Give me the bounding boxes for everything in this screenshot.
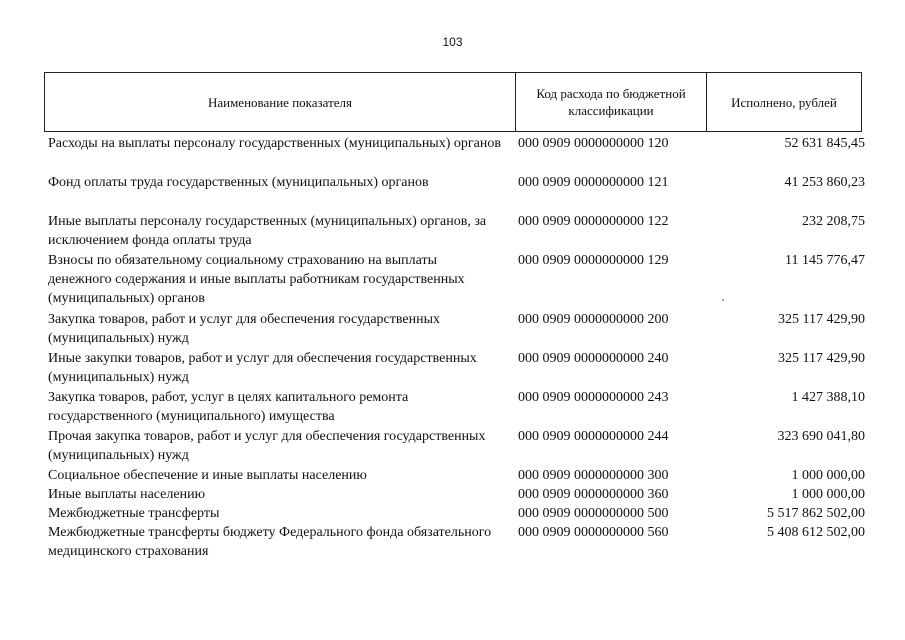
row-name: Закупка товаров, работ и услуг для обеспечения государственных (муниципальных) нужд — [48, 312, 441, 346]
row-amount: 325 117 429,90 — [778, 351, 865, 366]
table-row — [48, 466, 868, 485]
row-amount: 52 631 845,45 — [784, 136, 865, 151]
table-row — [48, 504, 868, 523]
row-amount: 5 408 612 502,00 — [767, 525, 865, 540]
row-amount: 232 208,75 — [802, 214, 865, 229]
row-amount: 325 117 429,90 — [778, 312, 865, 327]
row-amount: 1 000 000,00 — [791, 468, 865, 483]
row-code: 000 0909 0000000000 120 — [518, 136, 669, 151]
scan-speck — [722, 299, 724, 301]
header-amount: Исполнено, рублей — [731, 94, 837, 110]
row-amount: 5 517 862 502,00 — [767, 506, 865, 521]
row-amount: 323 690 041,80 — [777, 429, 865, 444]
row-name: Межбюджетные трансферты бюджету Федерального фонда обязательного медицинского страхования — [48, 525, 492, 559]
row-name: Иные выплаты населению — [48, 487, 206, 502]
row-name: Иные выплаты персоналу государственных (муниципальных) органов, за исключением фонда оплаты труда — [48, 214, 487, 248]
row-name: Фонд оплаты труда государственных (муниципальных) органов — [48, 175, 429, 190]
table-row — [48, 134, 868, 173]
table-row — [48, 523, 868, 562]
row-name: Закупка товаров, работ, услуг в целях капитального ремонта государственного (муниципального) имущества — [48, 390, 409, 424]
table-row — [48, 427, 868, 466]
row-code: 000 0909 0000000000 500 — [518, 506, 669, 521]
table-header — [44, 72, 862, 132]
table-row — [48, 485, 868, 504]
table-row — [48, 212, 868, 251]
row-name: Межбюджетные трансферты — [48, 506, 220, 521]
row-name: Прочая закупка товаров, работ и услуг для обеспечения государственных (муниципальных) нужд — [48, 429, 486, 463]
row-code: 000 0909 0000000000 121 — [518, 175, 669, 190]
row-amount: 1 000 000,00 — [791, 487, 865, 502]
row-code: 000 0909 0000000000 244 — [518, 429, 669, 444]
row-name: Взносы по обязательному социальному страхованию на выплаты денежного содержания и иные выплаты работникам государственных (муниципальных) органов — [48, 253, 465, 306]
table-row — [48, 349, 868, 388]
header-code: Код расхода по бюджетной классификации — [516, 73, 707, 131]
row-amount: 41 253 860,23 — [784, 175, 865, 190]
row-amount: 1 427 388,10 — [791, 390, 865, 405]
row-code: 000 0909 0000000000 129 — [518, 253, 669, 268]
row-code: 000 0909 0000000000 300 — [518, 468, 669, 483]
row-code: 000 0909 0000000000 360 — [518, 487, 669, 502]
row-name: Расходы на выплаты персоналу государственных (муниципальных) органов — [48, 136, 501, 151]
row-code: 000 0909 0000000000 240 — [518, 351, 669, 366]
row-name: Иные закупки товаров, работ и услуг для обеспечения государственных (муниципальных) нужд — [48, 351, 477, 385]
table-row — [48, 251, 868, 310]
table-body — [48, 134, 868, 562]
header-name: Наименование показателя — [45, 73, 516, 131]
row-code: 000 0909 0000000000 200 — [518, 312, 669, 327]
row-name: Социальное обеспечение и иные выплаты населению — [48, 468, 367, 483]
row-code: 000 0909 0000000000 243 — [518, 390, 669, 405]
row-amount: 11 145 776,47 — [785, 253, 865, 268]
page-number: 103 — [442, 35, 463, 49]
table-row — [48, 310, 868, 349]
table-row — [48, 173, 868, 212]
table-row — [48, 388, 868, 427]
row-code: 000 0909 0000000000 560 — [518, 525, 669, 540]
row-code: 000 0909 0000000000 122 — [518, 214, 669, 229]
